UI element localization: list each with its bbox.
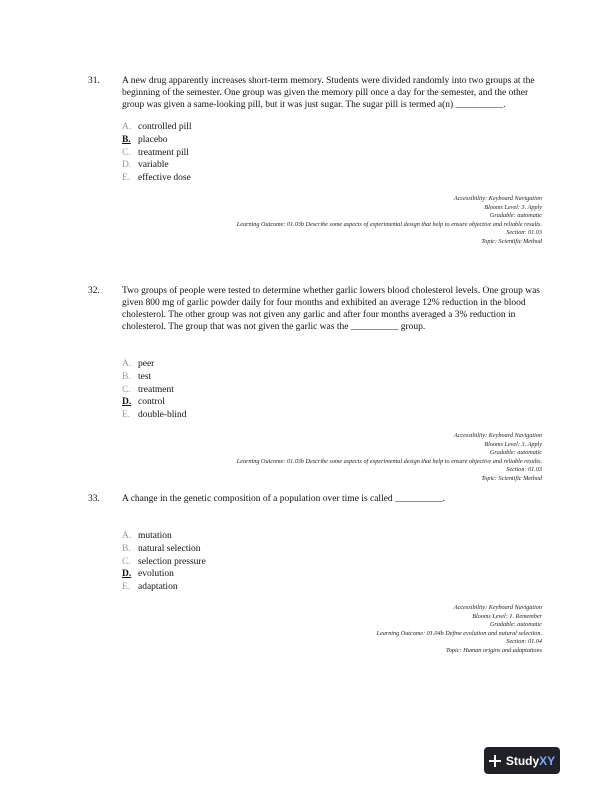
- meta-gradable: Gradable: automatic: [489, 449, 542, 457]
- brand-name-xy: XY: [539, 753, 556, 768]
- option-a: [122, 358, 548, 371]
- meta-accessibility: Accessibility: Keyboard Navigation: [453, 194, 542, 202]
- meta-blooms-level: Blooms Level: 1. Remember: [472, 612, 542, 620]
- question-31: [88, 75, 548, 247]
- correct-option-letter: D.: [122, 397, 132, 408]
- answer-options: [122, 121, 548, 185]
- option-text: double-blind: [138, 410, 187, 421]
- option-e: [122, 409, 548, 422]
- option-c: [122, 556, 548, 569]
- option-text: adaptation: [138, 582, 178, 593]
- option-c: [122, 384, 548, 397]
- option-text: treatment: [138, 384, 174, 395]
- option-text: natural selection: [138, 543, 201, 554]
- question-number: 31.: [88, 76, 100, 86]
- question-metadata: [88, 432, 542, 484]
- option-text: peer: [138, 359, 155, 369]
- meta-gradable: Gradable: automatic: [489, 212, 542, 220]
- correct-option-letter: B.: [122, 134, 131, 145]
- option-text: test: [138, 371, 152, 382]
- question-33: [88, 493, 548, 656]
- option-text: controlled pill: [138, 122, 192, 132]
- meta-section: Section: 01.04: [506, 638, 542, 646]
- option-letter: C.: [122, 556, 131, 567]
- question-stem: A new drug apparently increases short-term memory. Students were divided randomly into two groups at the beginning of the semester. One group was given the memory pill once a day for the semester, and the other group was given a same-looking pill, but it was just sugar. The sugar pill is termed a(n) __________.: [122, 76, 535, 110]
- option-d: [122, 159, 548, 172]
- option-letter: A.: [122, 359, 132, 369]
- question-number: 33.: [88, 494, 100, 504]
- option-letter: B.: [122, 371, 131, 382]
- option-letter: C.: [122, 147, 131, 158]
- option-text: treatment pill: [138, 147, 189, 158]
- question-stem: A change in the genetic composition of a population over time is called __________.: [122, 494, 445, 504]
- option-text: placebo: [138, 134, 168, 145]
- option-text: evolution: [138, 569, 174, 580]
- option-d: [122, 396, 548, 409]
- brand-name-study: Study: [505, 753, 540, 768]
- option-b: [122, 371, 548, 384]
- answer-options: [122, 358, 548, 422]
- option-letter: E.: [122, 173, 131, 184]
- meta-blooms-level: Blooms Level: 3. Apply: [484, 203, 542, 211]
- meta-topic: Topic: Human origins and adaptations: [445, 646, 542, 654]
- answer-options: [122, 530, 548, 594]
- meta-topic: Topic: Scientific Method: [481, 474, 542, 482]
- meta-topic: Topic: Scientific Method: [481, 237, 542, 245]
- meta-learning-outcome: Learning Outcome: 01.03b Describe some aspects of experimental design that help to ensure objective and reliable results.: [236, 457, 542, 465]
- option-c: [122, 147, 548, 160]
- correct-option-letter: D.: [122, 569, 132, 580]
- question-number: 32.: [88, 286, 100, 296]
- question-stem: Two groups of people were tested to determine whether garlic lowers blood cholesterol levels. One group was given 800 mg of garlic powder daily for four months and exhibited an average 12% reduction in the blood cholesterol. The other group was not given any garlic and after four months averaged a 3% reduction in cholesterol. The group that was not given the garlic was the __________ group.: [122, 286, 540, 332]
- meta-gradable: Gradable: automatic: [489, 621, 542, 629]
- option-letter: D.: [122, 160, 132, 171]
- option-text: variable: [138, 160, 169, 171]
- meta-blooms-level: Blooms Level: 3. Apply: [484, 440, 542, 448]
- option-d: [122, 568, 548, 581]
- option-text: selection pressure: [138, 556, 206, 567]
- option-text: effective dose: [138, 173, 191, 184]
- question-32: [88, 285, 548, 484]
- question-metadata: [88, 604, 542, 656]
- meta-learning-outcome: Learning Outcome: 01.04b Define evolution and natural selection.: [376, 629, 542, 637]
- meta-accessibility: Accessibility: Keyboard Navigation: [453, 431, 542, 439]
- option-letter: E.: [122, 582, 131, 593]
- option-b: [122, 134, 548, 147]
- option-e: [122, 172, 548, 185]
- meta-section: Section: 01.03: [506, 229, 542, 237]
- option-e: [122, 581, 548, 594]
- option-letter: B.: [122, 543, 131, 554]
- option-a: [122, 530, 548, 543]
- option-text: mutation: [138, 531, 172, 541]
- option-letter: A.: [122, 122, 132, 132]
- option-a: [122, 121, 548, 134]
- meta-learning-outcome: Learning Outcome: 01.03b Describe some aspects of experimental design that help to ensure objective and reliable results.: [236, 220, 542, 228]
- meta-section: Section: 01.03: [506, 466, 542, 474]
- plus-icon: [489, 755, 501, 767]
- question-metadata: [88, 195, 542, 247]
- option-letter: E.: [122, 410, 131, 421]
- option-b: [122, 543, 548, 556]
- option-letter: C.: [122, 384, 131, 395]
- studyxy-logo: [484, 747, 560, 774]
- option-letter: A.: [122, 531, 132, 541]
- option-text: control: [138, 397, 165, 408]
- meta-accessibility: Accessibility: Keyboard Navigation: [453, 603, 542, 611]
